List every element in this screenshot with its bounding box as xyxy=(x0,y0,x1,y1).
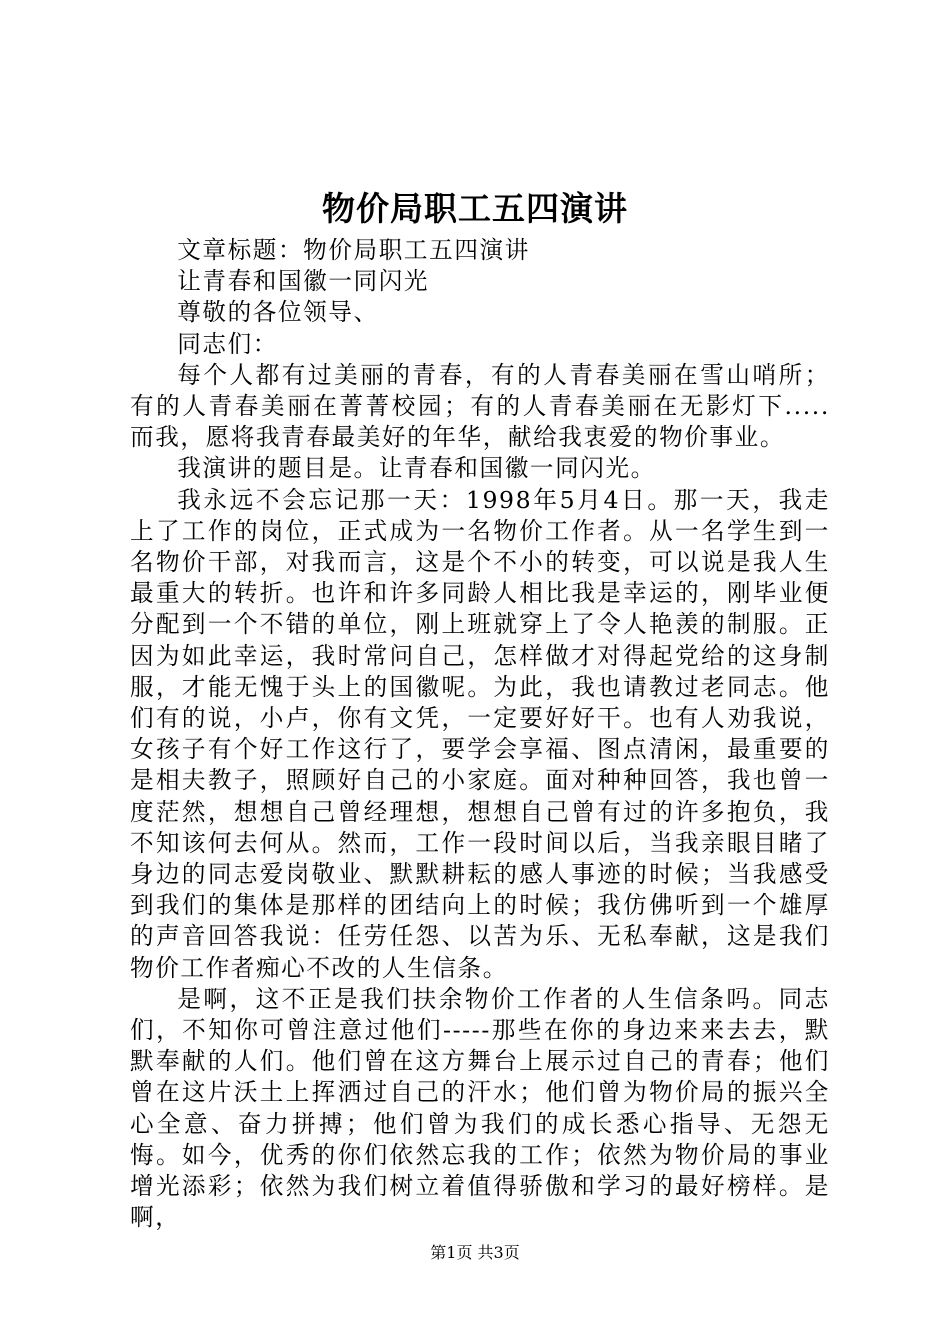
document-body xyxy=(130,235,830,1234)
paragraph-article-title: 文章标题：物价局职工五四演讲 xyxy=(177,236,530,264)
paragraph-speech-topic: 我演讲的题目是。让青春和国徽一同闪光。 xyxy=(177,454,656,483)
paragraph-salutation-leaders: 尊敬的各位领导、 xyxy=(177,298,379,327)
document-title: 物价局职工五四演讲 xyxy=(322,189,628,228)
paragraph-salutation-comrades: 同志们： xyxy=(177,329,278,358)
page-number-footer: 第1页 共3页 xyxy=(430,1243,520,1262)
paragraph-first-day: 我永远不会忘记那一天：1998年5月4日。那一天，我走上了工作的岗位，正式成为一名物价工作者。从一名学生到一名物价干部，对我而言，这是个不小的转变，可以说是我人生最重大的转折。也许和许多同龄人相比我是幸运的，刚毕业便分配到一个不错的单位，刚上班就穿上了令人艳羡的制服。正因为如此幸运，我时常问自己，怎样做才对得起党给的这身制服，才能无愧于头上的国徽呢。为此，我也请教过老同志。他们有的说，小卢，你有文凭，一定要好好干。也有人劝我说，女孩子有个好工作这行了，要学会享福、图点清闲，最重要的是相夫教子，照顾好自己的小家庭。面对种种回答，我也曾一度茫然，想想自己曾经理想，想想自己曾有过的许多抱负，我不知该何去何从。然而，工作一段时间以后，当我亲眼目睹了身边的同志爱岗敬业、默默耕耘的感人事迹的时候；当我感受到我们的集体是那样的团结向上的时候；我仿佛听到一个雄厚的声音回答我说：任劳任怨、以苦为乐、无私奉献，这是我们物价工作者痴心不改的人生信条。 xyxy=(130,485,830,982)
paragraph-speech-subtitle: 让青春和国徽一同闪光 xyxy=(177,267,430,296)
paragraph-life-creed: 是啊，这不正是我们扶余物价工作者的人生信条吗。同志们，不知你可曾注意过他们-----那些在你的身边来来去去，默默奉献的人们。他们曾在这方舞台上展示过自己的青春；他们曾在这片沃土上挥洒过自己的汗水；他们曾为物价局的振兴全心全意、奋力拼搏；他们曾为我们的成长悉心指导、无怨无悔。如今，优秀的你们依然忘我的工作；依然为物价局的事业增光添彩；依然为我们树立着值得骄傲和学习的最好榜样。是啊， xyxy=(130,984,830,1232)
paragraph-youth-intro: 每个人都有过美丽的青春，有的人青春美丽在雪山哨所；有的人青春美丽在菁菁校园；有的人青春美丽在无影灯下.....而我，愿将我青春最美好的年华，献给我衷爱的物价事业。 xyxy=(130,360,830,452)
